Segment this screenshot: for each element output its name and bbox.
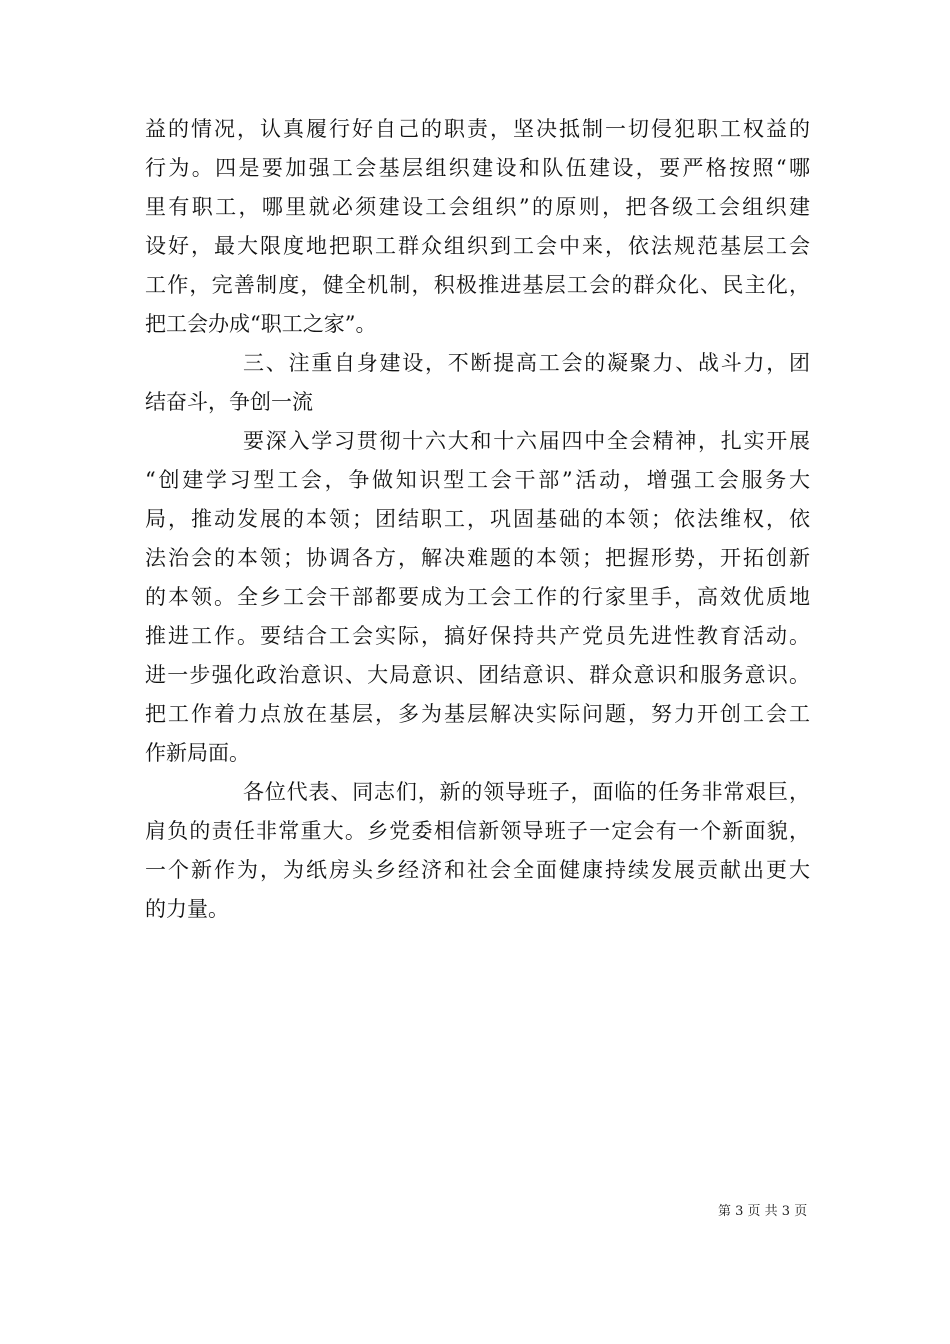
document-body — [145, 110, 810, 929]
body-line: 的力量。 — [145, 897, 229, 921]
body-line: 工作，完善制度，健全机制，积极推进基层工会的群众化、民主化， — [145, 273, 810, 297]
body-line: 把工会办成“职工之家”。 — [145, 312, 377, 336]
body-line: 把工作着力点放在基层，多为基层解决实际问题，努力开创工会工 — [145, 702, 810, 726]
section-heading-line: 结奋斗，争创一流 — [145, 390, 313, 414]
body-line: 进一步强化政治意识、大局意识、团结意识、群众意识和服务意识。 — [145, 663, 810, 687]
body-line: 局，推动发展的本领；团结职工，巩固基础的本领；依法维权，依 — [145, 507, 810, 531]
body-line: 推进工作。要结合工会实际，搞好保持共产党员先进性教育活动。 — [145, 624, 810, 648]
section-heading-line: 三、注重自身建设，不断提高工会的凝聚力、战斗力，团 — [243, 351, 810, 375]
body-line: 里有职工，哪里就必须建设工会组织”的原则，把各级工会组织建 — [145, 195, 810, 219]
body-line: 的本领。全乡工会干部都要成为工会工作的行家里手，高效优质地 — [145, 585, 810, 609]
body-line: 要深入学习贯彻十六大和十六届四中全会精神，扎实开展 — [243, 429, 810, 453]
body-line: 各位代表、同志们，新的领导班子，面临的任务非常艰巨， — [243, 780, 810, 804]
body-line: “创建学习型工会，争做知识型工会干部”活动，增强工会服务大 — [145, 468, 810, 492]
body-line: 一个新作为，为纸房头乡经济和社会全面健康持续发展贡献出更大 — [145, 858, 810, 882]
body-line: 肩负的责任非常重大。乡党委相信新领导班子一定会有一个新面貌， — [145, 819, 810, 843]
page-number: 第 3 页 共 3 页 — [718, 1204, 808, 1219]
body-line: 设好，最大限度地把职工群众组织到工会中来，依法规范基层工会 — [145, 234, 810, 258]
body-line: 作新局面。 — [145, 741, 250, 765]
body-line: 法治会的本领；协调各方，解决难题的本领；把握形势，开拓创新 — [145, 546, 810, 570]
body-line: 益的情况，认真履行好自己的职责，坚决抵制一切侵犯职工权益的 — [145, 117, 810, 141]
body-line: 行为。四是要加强工会基层组织建设和队伍建设，要严格按照“哪 — [145, 156, 810, 180]
